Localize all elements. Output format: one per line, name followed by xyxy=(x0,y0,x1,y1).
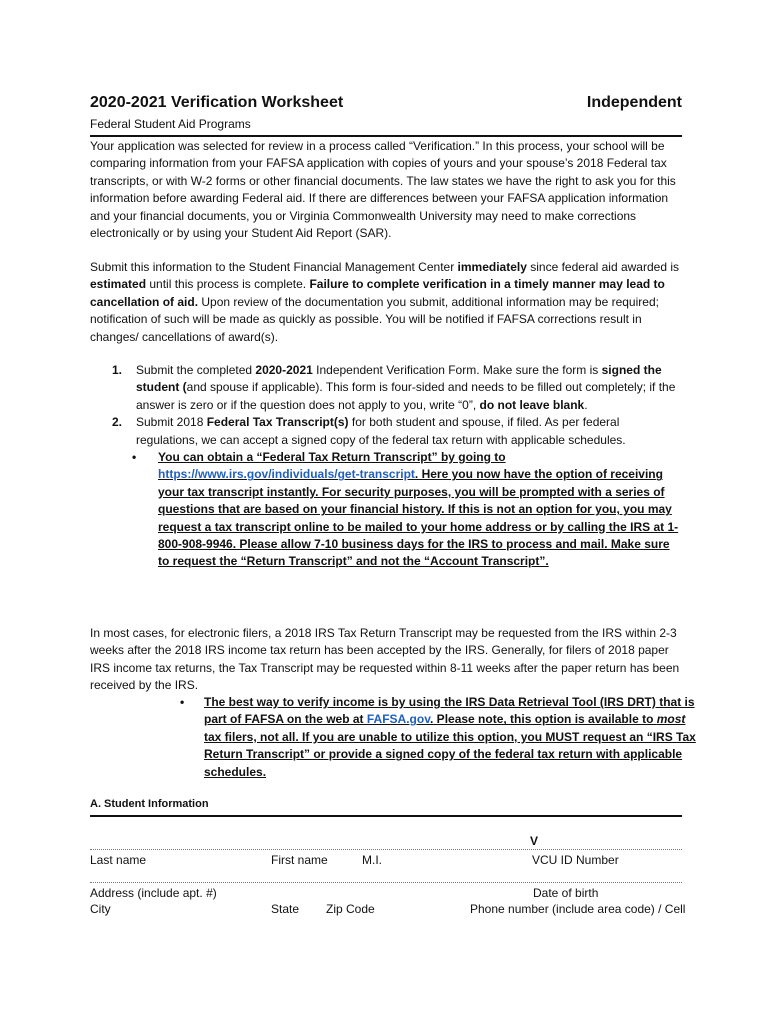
mi-label: M.I. xyxy=(362,853,382,867)
irs-drt-bullet: • The best way to verify income is by using the IRS Data Retrieval Tool (IRS DRT) that is part of FAFSA on the web at FAFSA.gov. Please note, this option is available to most tax filers, not all. If you are unable to utilize this option, you MUST request an “IRS Tax Return Transcript” or provide a signed copy of the federal tax return with applicable schedules. xyxy=(180,695,696,779)
step-2-number: 2. xyxy=(112,415,123,430)
intro-paragraph: Your application was selected for review in a process called “Verification.” In this process, your school will be comparing information from your FAFSA application with copies of yours and your spouse’s 2018 Federal tax transcripts, or with W-2 forms or other financial documents. The law states we have the right to ask you for this information before awarding Federal aid. If there are differences between your FAFSA application information and your financial documents, you or Virginia Commonwealth University may need to make corrections electronically or by using your Student Aid Report (SAR). xyxy=(90,139,676,241)
vcu-id-label: VCU ID Number xyxy=(532,853,619,867)
state-label: State xyxy=(271,902,300,916)
step-1: 1. Submit the completed 2020-2021 Independent Verification Form. Make sure the form is signed the student (and spouse if applicable). This form is four-sided and needs to be filled out completely; if the answer is zero or if the question does not apply to you, write “0”, do not leave blank. xyxy=(112,363,676,412)
section-a-title: A. Student Information xyxy=(90,798,209,810)
fafsa-link[interactable]: FAFSA.gov xyxy=(366,712,431,727)
worksheet-title: 2020-2021 Verification Worksheet xyxy=(90,94,344,111)
address-field-line[interactable] xyxy=(90,882,682,883)
instruction-steps xyxy=(112,362,682,571)
name-field-line[interactable] xyxy=(90,849,682,850)
irs-transcript-link[interactable]: https://www.irs.gov/individuals/get-transcript xyxy=(158,467,415,482)
zip-label: Zip Code xyxy=(326,902,375,916)
vcu-id-prefix: V xyxy=(530,834,539,848)
city-label: City xyxy=(90,902,111,916)
worksheet-subtitle: Federal Student Aid Programs xyxy=(90,117,251,131)
first-name-label: First name xyxy=(271,853,328,867)
step-1-number: 1. xyxy=(112,363,123,377)
electronic-filers-paragraph: In most cases, for electronic filers, a 2018 IRS Tax Return Transcript may be requested from the IRS within 2-3 weeks after the 2018 IRS income tax return has been accepted by the IRS. Generally, for filers of 2018 paper IRS income tax returns, the Tax Transcript may be requested within 8-11 weeks after the paper return has been received by the IRS. xyxy=(90,626,680,693)
dob-label: Date of birth xyxy=(533,886,599,900)
header-divider xyxy=(90,135,682,137)
worksheet-type: Independent xyxy=(586,94,682,111)
phone-label: Phone number (include area code) / Cell xyxy=(470,902,686,916)
section-a-divider xyxy=(90,815,682,817)
step-2: 2. Submit 2018 Federal Tax Transcript(s) for both student and spouse, if filed. As per federal regulations, we can accept a signed copy of the federal tax return with applicable schedules. xyxy=(112,415,626,447)
bullet-icon: • xyxy=(132,450,137,465)
address-label: Address (include apt. #) xyxy=(90,886,217,900)
submit-paragraph: Submit this information to the Student Financial Management Center immediately since federal aid awarded is estimated until this process is complete. Failure to complete verification in a timely manner may lead to cancellation of aid. Upon review of the documentation you submit, additional information may be required; notification of such will be made as quickly as possible. You will be notified if FAFSA corrections result in changes/ cancellations of award(s). xyxy=(90,260,679,344)
transcript-bullet: • You can obtain a “Federal Tax Return Transcript” by going to https://www.irs.gov/individuals/get-transcript. Here you now have the option of receiving your tax transcript instantly. For security purposes, you will be prompted with a series of questions that are based on your financial history. If this is not an option for you, you may request a tax transcript online to be mailed to your home address or by calling the IRS at 1-800-908-9946. Please allow 7-10 business days for the IRS to process and mail. Make sure to request the “Return Transcript” and not the “Account Transcript”. xyxy=(132,450,679,569)
worksheet-header xyxy=(90,94,682,116)
bullet-icon: • xyxy=(180,695,185,709)
last-name-label: Last name xyxy=(90,853,147,867)
